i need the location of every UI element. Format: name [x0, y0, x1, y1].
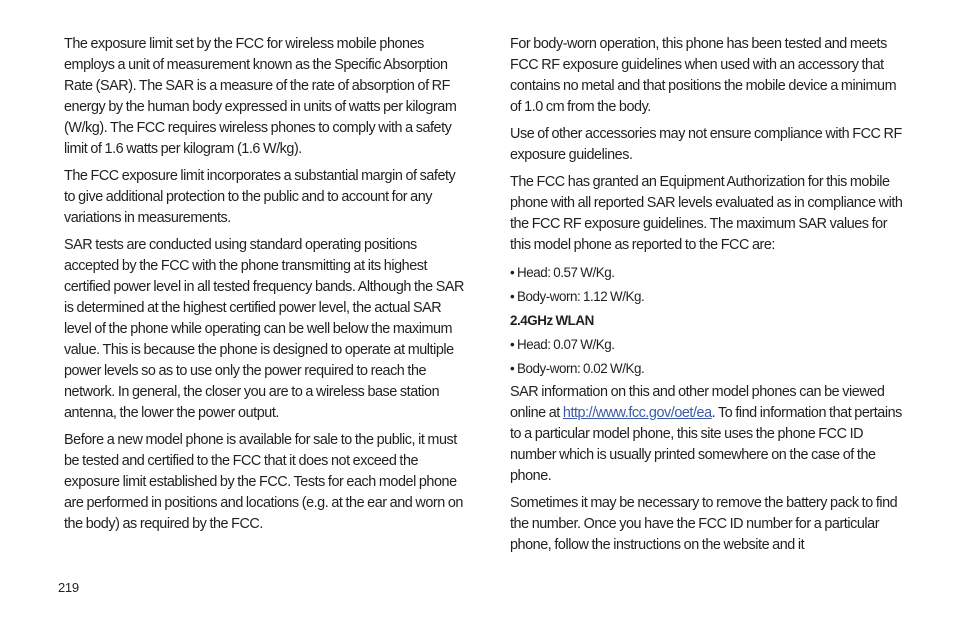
sar-body-worn-value: • Body-worn: 1.12 W/Kg.: [510, 289, 645, 304]
sar-info-paragraph: [510, 382, 910, 487]
wlan-body-worn-value: • Body-worn: 0.02 W/Kg.: [510, 361, 645, 376]
certification-paragraph: Before a new model phone is available for sale to the public, it must be tested and certified to the FCC that it does not exceed the exposure limit established by the FCC. Tests for each model phone are performed in positions and locations (e.g. at the ear and worn on the body) as required by the FCC.: [64, 432, 463, 532]
wlan-head-value: • Head: 0.07 W/Kg.: [510, 337, 615, 352]
sar-head-value: • Head: 0.57 W/Kg.: [510, 265, 615, 280]
body-worn-paragraph: For body-worn operation, this phone has been tested and meets FCC RF exposure guidelines when used with an accessory that contains no metal and that positions the mobile device a minimum of 1.0 cm from the body.: [510, 36, 897, 115]
sar-definition-paragraph: The exposure limit set by the FCC for wireless mobile phones employs a unit of measurement known as the Specific Absorption Rate (SAR). The SAR is a measure of the rate of absorption of RF energy by the human body expressed in units of watts per kilogram (W/kg). The FCC requires wireless phones to comply with a safety limit of 1.6 watts per kilogram (1.6 W/kg).: [64, 36, 457, 157]
sar-info-text-after-link: . To find information that pertains to a particular model phone, this site uses the phone FCC ID number which is usually printed somewhere on the case of the phone.: [510, 405, 902, 484]
page-number: 219: [58, 580, 79, 595]
sar-tests-paragraph: SAR tests are conducted using standard operating positions accepted by the FCC with the phone transmitting at its highest certified power level in all tested frequency bands. Although the SAR is determined at the highest certified power level, the actual SAR level of the phone while operating can be well below the maximum value. This is because the phone is designed to operate at multiple power levels so as to use only the power required to reach the network. In general, the closer you are to a wireless base station antenna, the lower the power output.: [64, 237, 464, 421]
equipment-authorization-paragraph: The FCC has granted an Equipment Authorization for this mobile phone with all reported SAR levels evaluated as in compliance with the FCC RF exposure guidelines. The maximum SAR values for this model phone as reported to the FCC are:: [510, 174, 903, 253]
battery-paragraph: Sometimes it may be necessary to remove the battery pack to find the number. Once you have the FCC ID number for a particular phone, follow the instructions on the website and it: [510, 495, 898, 553]
right-column: [510, 34, 910, 562]
fcc-website-link[interactable]: http://www.fcc.gov/oet/ea: [562, 405, 712, 421]
safety-margin-paragraph: The FCC exposure limit incorporates a substantial margin of safety to give additional protection to the public and to account for any variations in measurements.: [64, 168, 456, 226]
accessories-paragraph: Use of other accessories may not ensure compliance with FCC RF exposure guidelines.: [510, 126, 902, 163]
wlan-subheading: 2.4GHz WLAN: [510, 313, 594, 328]
left-column: [64, 34, 464, 541]
sar-info-text-before-link: SAR information on this and other model phones can be viewed online at: [510, 384, 885, 421]
